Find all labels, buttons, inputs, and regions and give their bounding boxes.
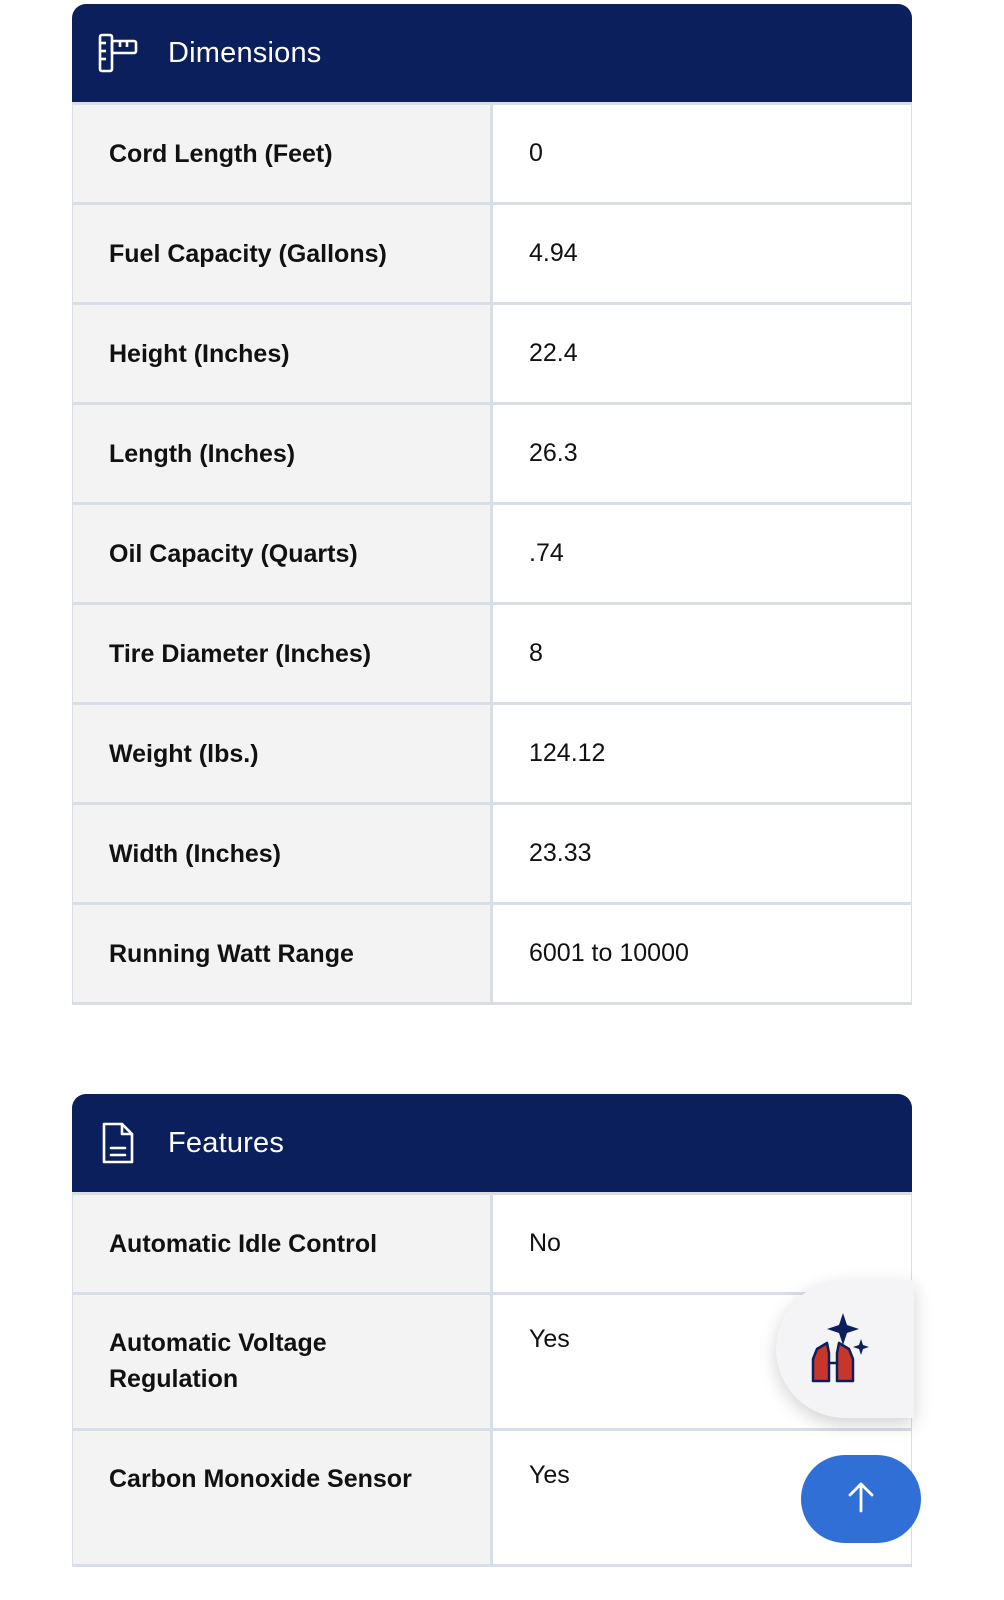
spec-label: Running Watt Range xyxy=(73,905,493,1002)
dimensions-section xyxy=(72,4,912,1005)
spec-label: Tire Diameter (Inches) xyxy=(73,605,493,702)
spec-label: Cord Length (Feet) xyxy=(73,105,493,202)
spec-label: Oil Capacity (Quarts) xyxy=(73,505,493,602)
spec-value: 4.94 xyxy=(493,205,911,302)
dimensions-header xyxy=(72,4,912,105)
table-row xyxy=(72,1195,912,1295)
spec-value: 26.3 xyxy=(493,405,911,502)
dimensions-title: Dimensions xyxy=(168,36,322,69)
ruler-icon xyxy=(94,29,142,77)
spec-label: Fuel Capacity (Gallons) xyxy=(73,205,493,302)
spec-value: 22.4 xyxy=(493,305,911,402)
spec-label: Carbon Monoxide Sensor xyxy=(73,1431,493,1564)
spec-value: No xyxy=(493,1195,911,1292)
table-row xyxy=(72,405,912,505)
vest-sparkle-icon xyxy=(807,1309,873,1390)
table-row xyxy=(72,905,912,1005)
features-header xyxy=(72,1094,912,1195)
spec-value: Yes xyxy=(493,1295,911,1428)
spec-label: Automatic Voltage Regulation xyxy=(73,1295,493,1428)
spec-label: Weight (lbs.) xyxy=(73,705,493,802)
table-row xyxy=(72,205,912,305)
spec-value: 124.12 xyxy=(493,705,911,802)
table-row xyxy=(72,805,912,905)
spec-value: .74 xyxy=(493,505,911,602)
spec-label: Width (Inches) xyxy=(73,805,493,902)
table-row xyxy=(72,105,912,205)
spec-label: Length (Inches) xyxy=(73,405,493,502)
table-row xyxy=(72,605,912,705)
table-row xyxy=(72,705,912,805)
table-row xyxy=(72,305,912,405)
spec-label: Automatic Idle Control xyxy=(73,1195,493,1292)
spec-value: Yes xyxy=(493,1431,911,1564)
document-icon xyxy=(94,1119,142,1167)
scroll-to-top-button[interactable] xyxy=(801,1455,921,1543)
table-row xyxy=(72,1431,912,1567)
spec-value: 8 xyxy=(493,605,911,702)
spec-value: 6001 to 10000 xyxy=(493,905,911,1002)
features-title: Features xyxy=(168,1126,285,1159)
spec-value: 0 xyxy=(493,105,911,202)
spec-label: Height (Inches) xyxy=(73,305,493,402)
arrow-up-icon xyxy=(846,1480,876,1519)
spec-value: 23.33 xyxy=(493,805,911,902)
assistant-button[interactable] xyxy=(776,1280,914,1418)
table-row xyxy=(72,505,912,605)
